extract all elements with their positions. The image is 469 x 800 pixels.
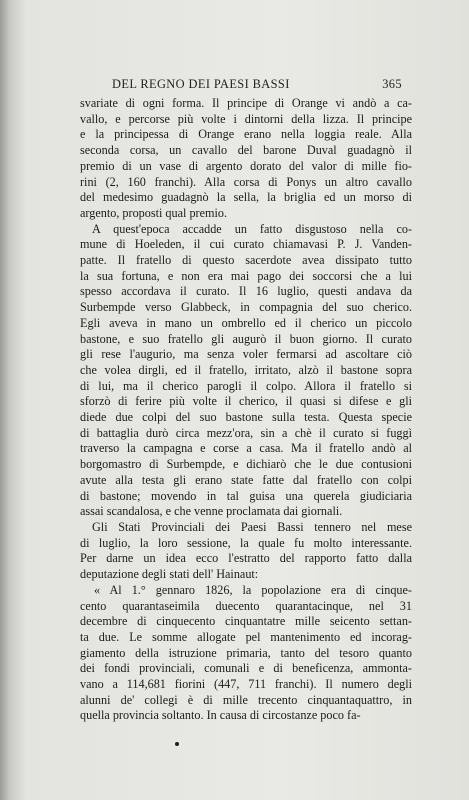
text-line: del medesimo guadagnò la sella, la briglia ed un morso di (80, 190, 412, 205)
text-line: Surbempde verso Glabbeck, in compagnia del suo cherico. (80, 300, 412, 315)
text-line: di luglio, la loro sessione, la quale fu molto interessante. (80, 535, 412, 550)
paragraph (80, 583, 412, 724)
text-line: vallo, e percorse più volte i dintorni della lizza. Il principe (80, 111, 412, 126)
body-text (80, 96, 412, 724)
text-line: cento quarantaseimila duecento quarantacinque, nel 31 (80, 598, 412, 613)
text-line: mune di Hoeleden, il cui curato chiamavasi P. J. Vanden- (80, 237, 412, 252)
text-line: vano a 114,681 fiorini (447, 711 franchi). Il numero degli (80, 677, 412, 692)
paragraph (80, 520, 412, 583)
running-title: DEL REGNO DEI PAESI BASSI (112, 77, 290, 91)
text-line: A quest'epoca accadde un fatto disgustoso nella co- (92, 221, 412, 236)
text-line: quella provincia soltanto. In causa di circostanze poco fa- (80, 708, 361, 723)
text-line: Per darne un idea ecco l'estratto del rapporto fatto dalla (80, 551, 412, 566)
ink-speck (175, 742, 179, 746)
page-number: 365 (382, 77, 402, 91)
text-line: svariate di ogni forma. Il principe di Orange vi andò a ca- (80, 96, 412, 110)
text-line: deputazione degli stati dell' Hainaut: (80, 567, 259, 582)
text-line: di bastone; movendo in tal guisa una querela giudiciaria (80, 488, 412, 503)
text-line: decembre di cinquecento cinquantatre mille seicento settan- (80, 614, 412, 629)
text-line: bastone, e suo fratello gli augurò il buon giorno. Il curato (80, 331, 412, 346)
text-line: patte. Il fratello di questo sacerdote avea dissipato tutto (80, 253, 412, 268)
text-line: che volea dirgli, ed il fratello, irritato, alzò il bastone sopra (80, 362, 412, 377)
text-line: alunni de' collegi è di mille trecento cinquantaquattro, in (80, 692, 412, 707)
text-line: rini (2, 160 franchi). Alla corsa di Ponys un altro cavallo (80, 174, 412, 189)
text-line: giamento della istruzione primaria, tanto del tesoro quanto (80, 645, 412, 660)
paragraph (80, 222, 412, 520)
paragraph (80, 96, 412, 222)
text-line: Gli Stati Provinciali dei Paesi Bassi tennero nel mese (92, 519, 412, 534)
text-line: traverso la campagna e corse a casa. Ma il fratello andò al (80, 441, 412, 456)
text-line: la sua fortuna, e non era mai pago dei soccorsi che a lui (80, 268, 412, 283)
text-line: sforzò di ferire più volte il cherico, il quasi si difese e gli (80, 394, 412, 409)
text-line: assai scandalosa, e che venne proclamata dai giornali. (80, 504, 343, 519)
text-line: di battaglia durò circa mezz'ora, sin a chè il curato si fuggì (80, 425, 412, 440)
text-line: « Al 1.° gennaro 1826, la popolazione era di cinque- (94, 582, 412, 597)
text-line: e la principessa di Orange erano nella loggia reale. Alla (80, 127, 412, 142)
text-line: seconda corsa, un cavallo del barone Duval guadagnò il (80, 143, 412, 158)
text-line: gli rese l'augurio, ma senza voler fermarsi ad ascoltare ciò (80, 347, 412, 362)
text-line: dei fondi provinciali, comunali e di beneficenza, ammonta- (80, 661, 412, 676)
text-line: argento, proposti qual premio. (80, 205, 228, 220)
text-line: di lui, ma il cherico parogli il colpo. Allora il fratello si (80, 378, 412, 393)
text-line: spesso accordava il curato. Il 16 luglio, questi andava da (80, 284, 412, 299)
text-line: borgomastro di Surbempde, e dichiarò che le due contusioni (80, 457, 412, 472)
page-header (112, 77, 402, 91)
text-line: ta due. Le somme allogate pel mantenimento ed incorag- (80, 629, 412, 644)
text-line: premio di un vase di argento dorato del valor di mille fio- (80, 158, 412, 173)
text-line: diede due colpi del suo bastone sulla testa. Questa specie (80, 410, 412, 425)
text-line: avute alla testa gli erano state fatte dal fratello con colpi (80, 472, 412, 487)
text-line: Egli aveva in mano un ombrello ed il cherico un piccolo (80, 315, 412, 330)
